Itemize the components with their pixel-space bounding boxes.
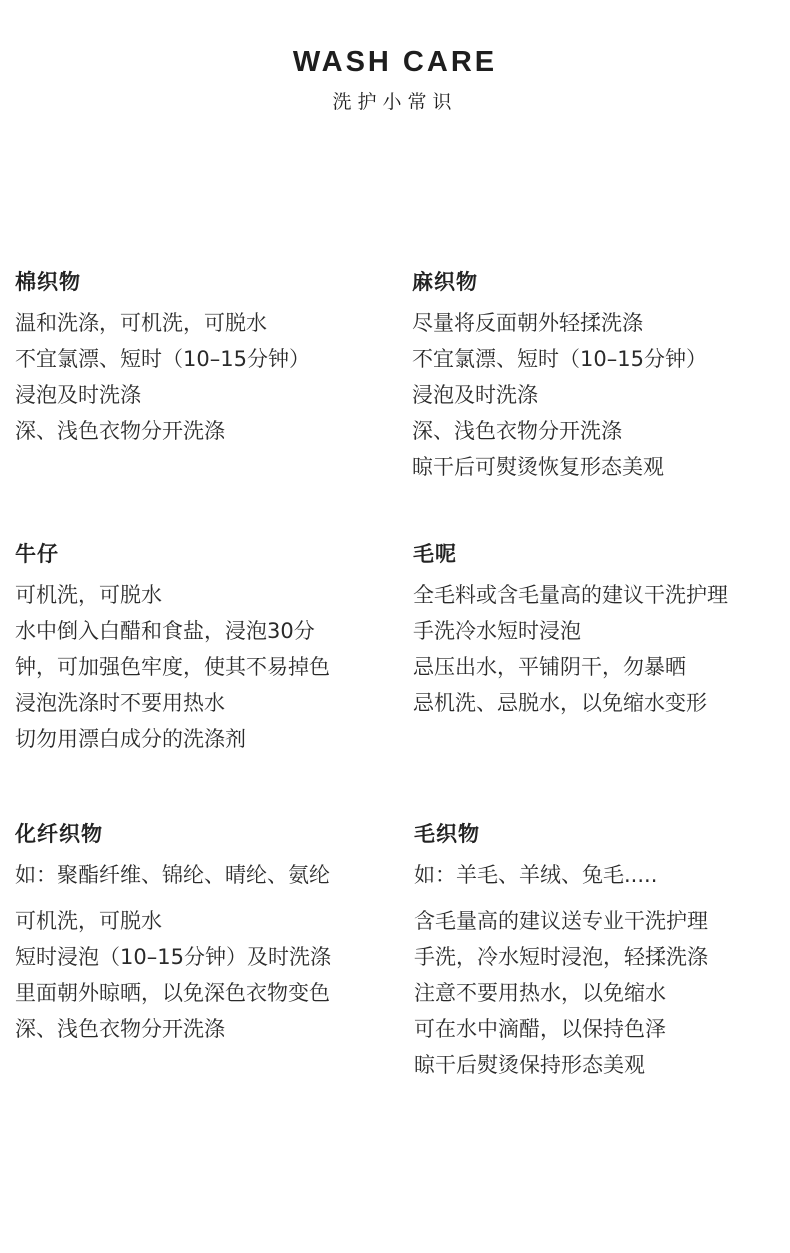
care-instruction: 浸泡洗涤时不要用热水 — [15, 691, 225, 715]
section-linen — [412, 268, 707, 485]
section-title: 棉织物 — [15, 270, 81, 294]
section-wool-fabric — [414, 820, 708, 1083]
care-instruction: 忌机洗、忌脱水，以免缩水变形 — [413, 691, 707, 715]
care-instruction: 全毛料或含毛量高的建议干洗护理 — [413, 583, 728, 607]
care-instruction: 可在水中滴醋，以保持色泽 — [414, 1017, 666, 1041]
care-instruction: 短时浸泡（10–15分钟）及时洗涤 — [15, 945, 331, 969]
section-title: 毛呢 — [413, 542, 457, 566]
care-instruction: 忌压出水，平铺阴干，勿暴晒 — [413, 655, 686, 679]
fabric-examples: 如：羊毛、羊绒、兔毛..... — [414, 863, 658, 887]
page-title: WASH CARE — [292, 46, 498, 78]
care-instruction: 深、浅色衣物分开洗涤 — [15, 1017, 225, 1041]
care-instruction: 温和洗涤，可机洗，可脱水 — [15, 311, 267, 335]
care-instruction: 深、浅色衣物分开洗涤 — [412, 419, 622, 443]
care-instruction: 可机洗，可脱水 — [15, 583, 162, 607]
section-title: 麻织物 — [412, 270, 478, 294]
care-instruction: 切勿用漂白成分的洗涤剂 — [15, 727, 246, 751]
care-instruction: 水中倒入白醋和食盐，浸泡30分 — [15, 619, 315, 643]
section-wool — [413, 540, 728, 721]
section-synthetic — [15, 820, 331, 1047]
section-title: 毛织物 — [414, 822, 480, 846]
section-title: 牛仔 — [15, 542, 59, 566]
care-instruction: 浸泡及时洗涤 — [15, 383, 141, 407]
page-subtitle: 洗护小常识 — [332, 91, 458, 113]
fabric-examples: 如：聚酯纤维、锦纶、晴纶、氨纶 — [15, 863, 330, 887]
care-instruction: 晾干后可熨烫恢复形态美观 — [412, 455, 664, 479]
care-instruction: 晾干后熨烫保持形态美观 — [414, 1053, 645, 1077]
care-instruction: 钟，可加强色牢度，使其不易掉色 — [15, 655, 330, 679]
section-denim — [15, 540, 330, 757]
care-instruction: 可机洗，可脱水 — [15, 909, 162, 933]
care-instruction: 手洗冷水短时浸泡 — [413, 619, 581, 643]
section-cotton — [15, 268, 310, 449]
care-instruction: 注意不要用热水，以免缩水 — [414, 981, 666, 1005]
care-instruction: 含毛量高的建议送专业干洗护理 — [414, 909, 708, 933]
care-instruction: 深、浅色衣物分开洗涤 — [15, 419, 225, 443]
care-instruction: 尽量将反面朝外轻揉洗涤 — [412, 311, 643, 335]
care-instruction: 不宜氯漂、短时（10–15分钟） — [412, 347, 707, 371]
care-instruction: 里面朝外晾晒，以免深色衣物变色 — [15, 981, 330, 1005]
care-instruction: 手洗，冷水短时浸泡，轻揉洗涤 — [414, 945, 708, 969]
care-instruction: 不宜氯漂、短时（10–15分钟） — [15, 347, 310, 371]
section-title: 化纤织物 — [15, 822, 103, 846]
care-instruction: 浸泡及时洗涤 — [412, 383, 538, 407]
